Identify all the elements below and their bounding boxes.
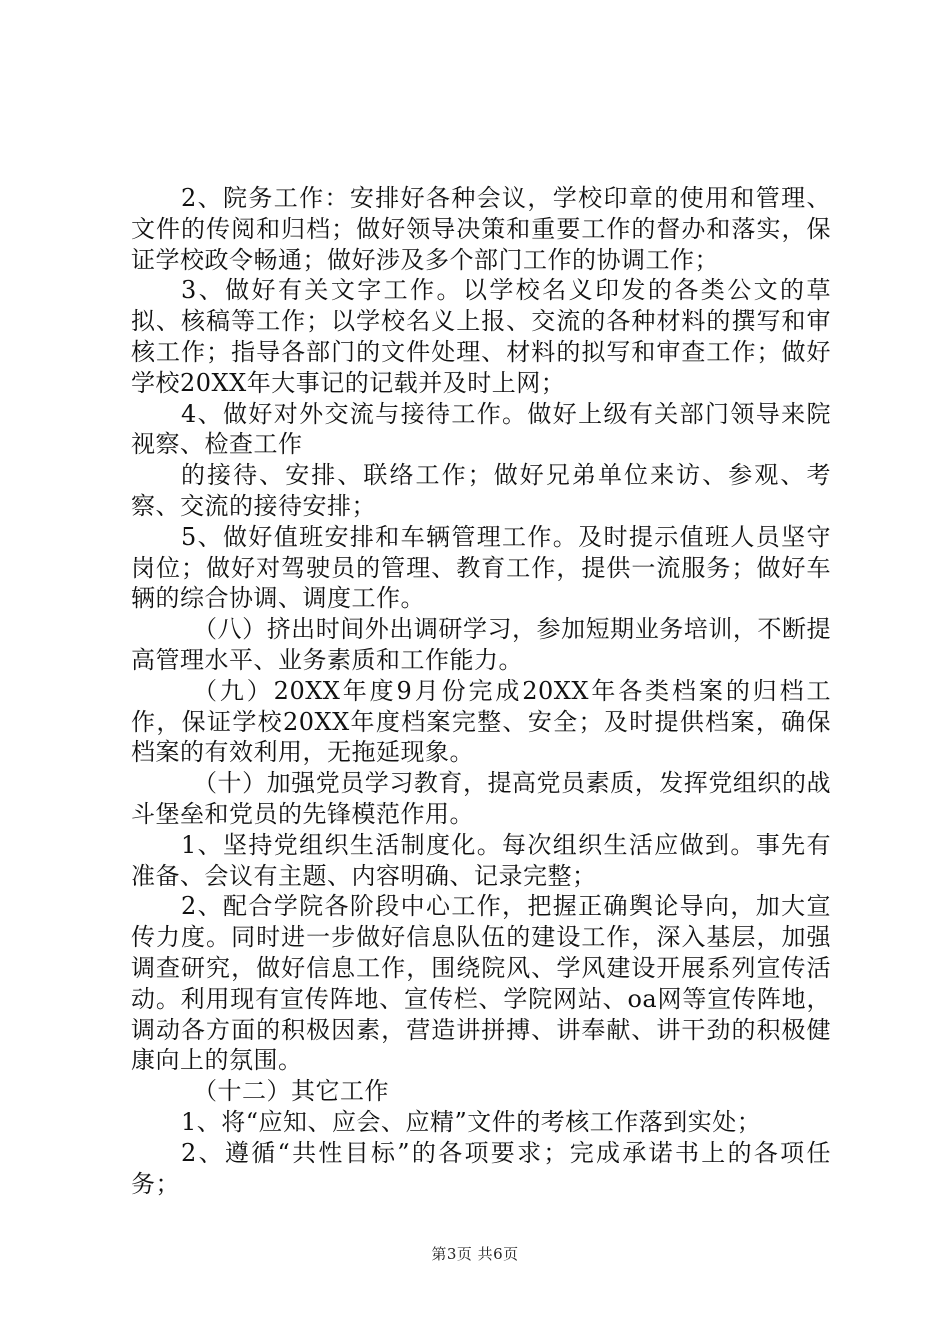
paragraph-section-eight: （八）挤出时间外出调研学习，参加短期业务培训，不断提高管理水平、业务素质和工作能力。 — [131, 615, 831, 674]
paragraph-duty-vehicles: 5、做好值班安排和车辆管理工作。及时提示值班人员坚守岗位；做好对驾驶员的管理、教育工作，提供一流服务；做好车辆的综合协调、调度工作。 — [131, 522, 831, 613]
paragraph-reception-continued: 的接待、安排、联络工作；做好兄弟单位来访、参观、考察、交流的接待安排； — [131, 461, 831, 520]
paragraph-publicity: 2、配合学院各阶段中心工作，把握正确舆论导向，加大宣传力度。同时进一步做好信息队伍的建设工作，深入基层，加强调查研究，做好信息工作，围绕院风、学风建设开展系列宣传活动。利用现有宣传阵地、宣传栏、学院网站、oa网等宣传阵地，调动各方面的积极因素，营造讲拼搏、讲奉献、讲干劲的积极健康向上的氛围。 — [131, 892, 831, 1075]
document-body — [131, 183, 831, 1199]
paragraph-affairs-work: 2、院务工作：安排好各种会议，学校印章的使用和管理、文件的传阅和归档；做好领导决策和重要工作的督办和落实，保证学校政令畅通；做好涉及多个部门工作的协调工作； — [131, 184, 831, 274]
paragraph-common-goals: 2、遵循“共性目标”的各项要求；完成承诺书上的各项任务； — [131, 1138, 831, 1198]
paragraph-external-exchange: 4、做好对外交流与接待工作。做好上级有关部门领导来院视察、检查工作 — [131, 399, 831, 459]
paragraph-party-life: 1、坚持党组织生活制度化。每次组织生活应做到。事先有准备、会议有主题、内容明确、记录完整； — [131, 830, 831, 890]
paragraph-section-nine: （九）20XX年度9月份完成20XX年各类档案的归档工作，保证学校20XX年度档案完整、安全；及时提供档案，确保档案的有效利用，无拖延现象。 — [131, 676, 831, 767]
page-number-footer: 第3页 共6页 — [431, 1245, 519, 1263]
paragraph-assessment: 1、将“应知、应会、应精”文件的考核工作落到实处； — [181, 1107, 762, 1136]
paragraph-section-ten: （十）加强党员学习教育，提高党员素质，发挥党组织的战斗堡垒和党员的先锋模范作用。 — [131, 769, 831, 828]
paragraph-section-twelve: （十二）其它工作 — [193, 1077, 389, 1106]
paragraph-writing-work: 3、做好有关文字工作。以学校名义印发的各类公文的草拟、核稿等工作；以学校名义上报、交流的各种材料的撰写和审核工作；指导各部门的文件处理、材料的拟写和审查工作；做好学校20XX年大事记的记载并及时上网； — [131, 276, 831, 397]
